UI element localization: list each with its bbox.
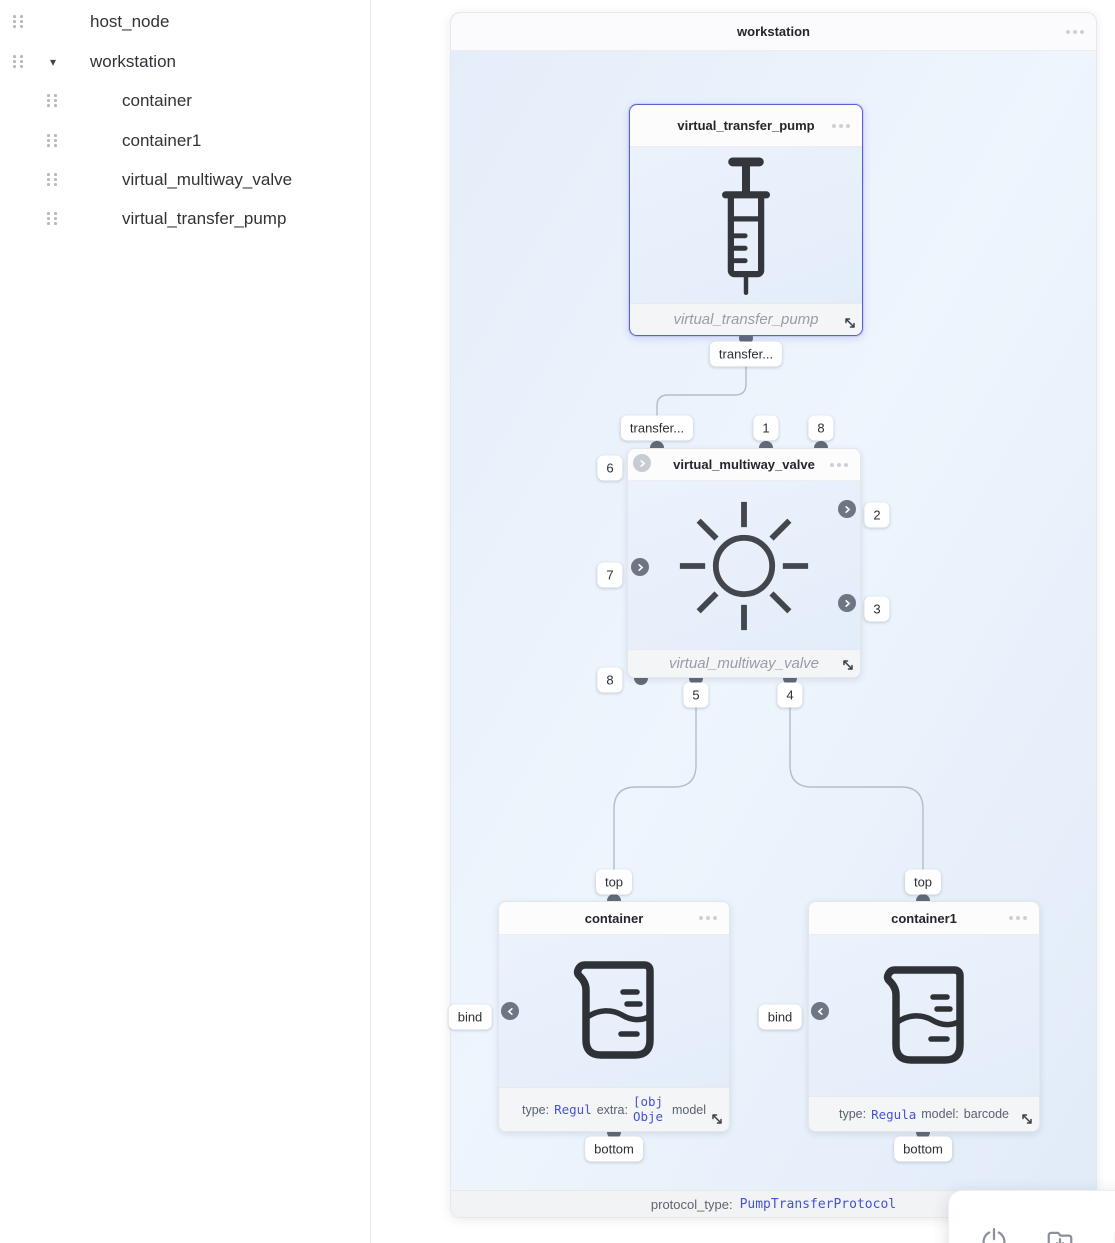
port-chevron-valve-2[interactable] bbox=[838, 500, 856, 518]
field-model-value[interactable]: barcode bbox=[963, 1107, 1009, 1121]
ellipsis-menu-icon[interactable] bbox=[1009, 916, 1027, 920]
resize-handle-icon[interactable] bbox=[1020, 1112, 1034, 1126]
port-label-valve-3[interactable]: 3 bbox=[864, 597, 889, 622]
node-title: virtual_multiway_valve bbox=[673, 457, 815, 472]
power-button[interactable] bbox=[979, 1226, 1009, 1243]
canvas-toolbar bbox=[948, 1190, 1115, 1243]
tree-item-label: workstation bbox=[90, 52, 176, 71]
drag-handle-icon[interactable] bbox=[47, 134, 59, 149]
port-label-container1-bind[interactable]: bind bbox=[759, 1005, 802, 1030]
node-header[interactable] bbox=[630, 105, 862, 147]
export-button[interactable] bbox=[1111, 1226, 1115, 1243]
sidebar-item-virtual-multiway-valve[interactable] bbox=[0, 165, 370, 195]
node-body bbox=[630, 147, 862, 305]
port-label-valve-6[interactable]: 6 bbox=[597, 456, 622, 481]
node-container[interactable] bbox=[498, 901, 730, 1132]
port-label-valve-transfer[interactable]: transfer... bbox=[621, 416, 693, 441]
port-chevron-valve-6[interactable] bbox=[633, 454, 651, 472]
port-label-valve-8-top[interactable]: 8 bbox=[808, 416, 833, 441]
sidebar-item-virtual-transfer-pump[interactable] bbox=[0, 204, 370, 234]
field-model-label: model: bbox=[921, 1107, 959, 1121]
node-footer-slug: virtual_multiway_valve bbox=[668, 655, 820, 672]
beaker-icon bbox=[872, 961, 976, 1073]
node-virtual-transfer-pump[interactable] bbox=[629, 104, 863, 336]
resize-handle-icon[interactable] bbox=[710, 1112, 724, 1126]
sidebar-item-workstation[interactable] bbox=[0, 47, 370, 77]
protocol-type-value[interactable]: PumpTransferProtocol bbox=[739, 1196, 897, 1212]
port-label-container1-bottom[interactable]: bottom bbox=[894, 1137, 952, 1162]
node-footer bbox=[630, 303, 862, 335]
port-label-container-bottom[interactable]: bottom bbox=[585, 1137, 643, 1162]
tree-item-label: container bbox=[122, 91, 192, 110]
sidebar-item-host-node[interactable] bbox=[0, 7, 370, 37]
tree-item-label: virtual_transfer_pump bbox=[122, 209, 287, 228]
drag-handle-icon[interactable] bbox=[13, 55, 25, 70]
node-footer bbox=[628, 649, 860, 677]
resize-handle-icon[interactable] bbox=[841, 658, 855, 672]
node-body bbox=[499, 935, 729, 1089]
node-container1[interactable] bbox=[808, 901, 1040, 1132]
port-label-container-bind[interactable]: bind bbox=[449, 1005, 492, 1030]
port-chevron-container-bind[interactable] bbox=[501, 1002, 519, 1020]
port-label-valve-4[interactable]: 4 bbox=[777, 683, 802, 708]
field-type-value[interactable]: Regul bbox=[554, 1102, 592, 1117]
port-label-container1-top[interactable]: top bbox=[905, 870, 941, 895]
protocol-type-label: protocol_type: bbox=[650, 1196, 733, 1212]
field-extra-label: extra: bbox=[596, 1102, 628, 1117]
tree-item-label: virtual_multiway_valve bbox=[122, 170, 293, 189]
port-chevron-valve-3[interactable] bbox=[838, 594, 856, 612]
port-label-valve-1[interactable]: 1 bbox=[753, 416, 778, 441]
port-label-valve-5[interactable]: 5 bbox=[683, 683, 708, 708]
sidebar-item-container1[interactable] bbox=[0, 126, 370, 156]
port-chevron-valve-7[interactable] bbox=[631, 558, 649, 576]
node-virtual-multiway-valve[interactable] bbox=[627, 448, 861, 678]
drag-handle-icon[interactable] bbox=[13, 15, 25, 30]
drag-handle-icon[interactable] bbox=[47, 94, 59, 109]
field-model-label: model bbox=[671, 1102, 707, 1117]
field-type-value[interactable]: Regula bbox=[871, 1106, 917, 1122]
resize-handle-icon[interactable] bbox=[843, 316, 857, 330]
node-header[interactable] bbox=[809, 902, 1039, 935]
node-fields-footer bbox=[499, 1087, 729, 1131]
node-body bbox=[809, 935, 1039, 1098]
edge-valve4-to-container1-top bbox=[790, 678, 923, 901]
ellipsis-menu-icon[interactable] bbox=[699, 916, 717, 920]
node-workstation[interactable] bbox=[450, 12, 1097, 1218]
beaker-icon bbox=[562, 956, 666, 1068]
port-chevron-container1-bind[interactable] bbox=[811, 1002, 829, 1020]
field-type-label: type: bbox=[521, 1102, 550, 1117]
node-footer-slug: virtual_transfer_pump bbox=[673, 311, 819, 328]
node-fields-footer bbox=[809, 1096, 1039, 1131]
save-folder-button[interactable] bbox=[1045, 1226, 1075, 1243]
node-tree-sidebar bbox=[0, 0, 371, 1243]
node-title: container1 bbox=[891, 910, 957, 926]
edge-valve5-to-container-top bbox=[614, 678, 696, 901]
multiway-valve-icon bbox=[676, 498, 812, 634]
ellipsis-menu-icon[interactable] bbox=[830, 463, 848, 467]
port-label-valve-2[interactable]: 2 bbox=[864, 503, 889, 528]
port-label-pump-transfer[interactable]: transfer... bbox=[710, 342, 782, 367]
port-label-valve-7[interactable]: 7 bbox=[597, 563, 622, 588]
sidebar-item-container[interactable] bbox=[0, 86, 370, 116]
caret-down-icon[interactable]: ▾ bbox=[50, 55, 57, 69]
drag-handle-icon[interactable] bbox=[47, 173, 59, 188]
port-label-container-top[interactable]: top bbox=[596, 870, 632, 895]
node-header[interactable] bbox=[628, 449, 860, 481]
field-type-label: type: bbox=[839, 1107, 867, 1121]
workstation-title: workstation bbox=[737, 24, 810, 39]
node-title: virtual_transfer_pump bbox=[677, 118, 815, 133]
drag-handle-icon[interactable] bbox=[47, 212, 59, 227]
field-extra-value[interactable]: [obj Obje bbox=[632, 1095, 664, 1124]
ellipsis-menu-icon[interactable] bbox=[832, 124, 850, 128]
tree-item-label: host_node bbox=[90, 12, 170, 31]
node-body bbox=[628, 481, 860, 651]
node-header[interactable] bbox=[499, 902, 729, 935]
node-title: container bbox=[584, 910, 644, 926]
syringe-icon bbox=[710, 153, 782, 299]
tree-item-label: container1 bbox=[122, 131, 202, 150]
port-label-valve-8-bottom[interactable]: 8 bbox=[597, 668, 622, 693]
